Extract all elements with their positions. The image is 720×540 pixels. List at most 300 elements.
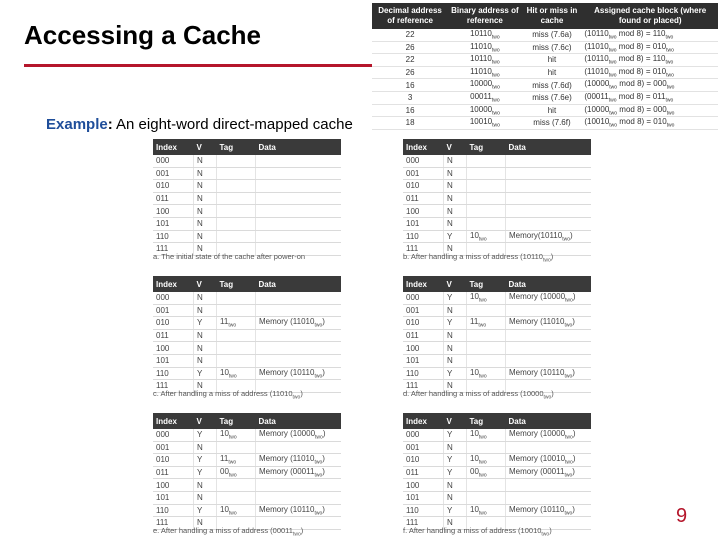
cache-cell — [256, 329, 342, 342]
cache-row — [403, 466, 591, 479]
cache-cell — [217, 342, 256, 355]
cache-cell: N — [444, 342, 467, 355]
cache-cell — [217, 329, 256, 342]
cache-row — [403, 155, 591, 167]
cache-cell — [217, 155, 256, 167]
cache-cell: Y — [444, 454, 467, 467]
cache-cell — [217, 491, 256, 504]
cache-cell — [217, 167, 256, 180]
cache-cell — [217, 192, 256, 205]
cache-cell — [256, 441, 342, 454]
example-text: An eight-word direct-mapped cache — [112, 116, 353, 133]
reference-row — [372, 104, 718, 117]
cache-row — [403, 230, 591, 243]
cache-cell: 111 — [153, 517, 194, 530]
reference-row — [372, 117, 718, 130]
cache-cell: 011 — [403, 466, 444, 479]
cache-cell: N — [194, 292, 217, 304]
cache-cell: 101 — [153, 354, 194, 367]
cache-header-v: V — [444, 413, 467, 429]
cache-cell: N — [194, 491, 217, 504]
cache-cell — [467, 354, 506, 367]
cache-cell: 000 — [403, 155, 444, 167]
reference-cell: ($10010_{two}$ mod $8) = 010_{two}$ — [582, 117, 718, 130]
cache-header-tag: Tag — [217, 139, 256, 155]
cache-header-index: Index — [153, 413, 194, 429]
example-line — [46, 116, 353, 133]
reference-row — [372, 41, 718, 54]
cache-row — [403, 342, 591, 355]
reference-cell: 22 — [372, 29, 448, 41]
cache-row — [153, 504, 341, 517]
cache-row — [153, 429, 341, 441]
cache-cell: Y — [444, 292, 467, 304]
reference-cell: 16 — [372, 104, 448, 117]
reference-cell: hit — [522, 66, 583, 79]
cache-cell: Y — [444, 317, 467, 330]
reference-cell: ($10110_{two}$ mod $8) = 110_{two}$ — [582, 29, 718, 41]
cache-cell — [217, 354, 256, 367]
cache-cell: $10_{two}$ — [467, 292, 506, 304]
cache-cell — [256, 354, 342, 367]
cache-cell: N — [194, 441, 217, 454]
cache-header-index: Index — [153, 139, 194, 155]
cache-cell: Y — [444, 429, 467, 441]
reference-cell: miss (7.6d) — [522, 79, 583, 92]
cache-row — [403, 367, 591, 380]
cache-cell: Memory $(10110_{two})$ — [506, 504, 592, 517]
cache-cell: Y — [444, 367, 467, 380]
cache-header-data: Data — [256, 413, 342, 429]
reference-cell: $10110_{two}$ — [448, 54, 521, 67]
cache-cell: $10_{two}$ — [467, 504, 506, 517]
cache-row — [403, 354, 591, 367]
reference-cell: $11010_{two}$ — [448, 41, 521, 54]
cache-cell: 111 — [153, 380, 194, 393]
cache-cell — [467, 479, 506, 492]
cache-row — [153, 454, 341, 467]
cache-cell: N — [444, 180, 467, 193]
cache-row — [153, 192, 341, 205]
cache-cell — [467, 192, 506, 205]
cache-cell: 100 — [153, 479, 194, 492]
cache-cell: N — [194, 205, 217, 218]
cache-cell: N — [194, 380, 217, 393]
cache-cell — [256, 205, 342, 218]
cache-cell — [506, 205, 592, 218]
cache-header-tag: Tag — [217, 276, 256, 292]
cache-row — [403, 504, 591, 517]
cache-cell: 011 — [153, 192, 194, 205]
title-underline — [24, 64, 384, 67]
cache-cell: N — [194, 167, 217, 180]
cache-cell: 101 — [153, 491, 194, 504]
cache-cell — [256, 292, 342, 304]
cache-row — [153, 230, 341, 243]
cache-cell: 000 — [403, 429, 444, 441]
cache-cell — [256, 479, 342, 492]
address-reference-table — [372, 3, 718, 130]
cache-header-index: Index — [403, 413, 444, 429]
cache-cell: 110 — [403, 230, 444, 243]
cache-cell: 100 — [403, 342, 444, 355]
cache-cell: Memory $(11010_{two})$ — [506, 317, 592, 330]
cache-cell: 110 — [153, 367, 194, 380]
reference-cell: ($10110_{two}$ mod $8) = 110_{two}$ — [582, 54, 718, 67]
cache-cell: Y — [444, 466, 467, 479]
cache-cell — [467, 329, 506, 342]
cache-cell: Y — [194, 466, 217, 479]
cache-row — [153, 354, 341, 367]
reference-cell: $10000_{two}$ — [448, 79, 521, 92]
cache-caption-d: d. After handling a miss of address $(10000_{two})$ — [403, 389, 554, 401]
cache-cell: $10_{two}$ — [467, 367, 506, 380]
cache-cell — [217, 180, 256, 193]
cache-cell — [506, 329, 592, 342]
cache-cell — [217, 230, 256, 243]
cache-header-v: V — [194, 276, 217, 292]
cache-cell: 001 — [403, 167, 444, 180]
cache-cell: Memory $(00011_{two})$ — [256, 466, 342, 479]
cache-caption-a: a. The initial state of the cache after power-on — [153, 252, 306, 261]
cache-header-v: V — [194, 139, 217, 155]
cache-cell: $00_{two}$ — [467, 466, 506, 479]
reference-row — [372, 54, 718, 67]
cache-cell: 101 — [153, 217, 194, 230]
cache-row — [153, 292, 341, 304]
cache-cell: N — [444, 205, 467, 218]
page-number: 9 — [676, 505, 688, 527]
cache-row — [403, 205, 591, 218]
reference-header-1: Binary address of reference — [448, 3, 521, 29]
cache-cell — [217, 292, 256, 304]
cache-table-d — [403, 276, 591, 393]
cache-cell — [256, 230, 342, 243]
example-keyword: Example — [46, 116, 108, 133]
cache-cell: Memory $(10110_{two})$ — [256, 367, 342, 380]
cache-row — [403, 292, 591, 304]
reference-cell: 26 — [372, 41, 448, 54]
cache-cell: 111 — [403, 380, 444, 393]
reference-cell: miss (7.6e) — [522, 91, 583, 104]
cache-cell: N — [194, 354, 217, 367]
cache-table-f — [403, 413, 591, 530]
cache-header-index: Index — [403, 276, 444, 292]
cache-cell: N — [444, 479, 467, 492]
cache-cell — [506, 354, 592, 367]
reference-cell: $00011_{two}$ — [448, 91, 521, 104]
cache-cell: N — [194, 192, 217, 205]
cache-row — [403, 429, 591, 441]
cache-row — [403, 304, 591, 317]
cache-cell: $10_{two}$ — [467, 230, 506, 243]
cache-caption-c: c. After handling a miss of address $(11010_{two})$ — [153, 389, 303, 401]
reference-cell: 16 — [372, 79, 448, 92]
cache-row — [403, 329, 591, 342]
cache-cell: 000 — [153, 155, 194, 167]
reference-cell: $10000_{two}$ — [448, 104, 521, 117]
cache-caption-b: b. After handling a miss of address $(10110_{two})$ — [403, 252, 554, 264]
cache-cell: 101 — [403, 354, 444, 367]
reference-row — [372, 79, 718, 92]
cache-cell: $Memory(10110_{two})$ — [506, 230, 592, 243]
reference-cell: ($11010_{two}$ mod $8) = 010_{two}$ — [582, 41, 718, 54]
cache-row — [403, 441, 591, 454]
cache-cell: N — [444, 304, 467, 317]
cache-row — [153, 479, 341, 492]
cache-cell: 101 — [403, 491, 444, 504]
cache-cell — [217, 304, 256, 317]
cache-cell: N — [444, 192, 467, 205]
cache-cell — [256, 342, 342, 355]
cache-row — [153, 304, 341, 317]
cache-header-v: V — [444, 276, 467, 292]
cache-cell: N — [194, 479, 217, 492]
cache-header-data: Data — [256, 276, 342, 292]
cache-header-index: Index — [403, 139, 444, 155]
cache-header-tag: Tag — [467, 276, 506, 292]
reference-row — [372, 66, 718, 79]
cache-row — [153, 342, 341, 355]
cache-cell: N — [194, 217, 217, 230]
cache-cell: N — [194, 180, 217, 193]
cache-cell: Memory $(10110_{two})$ — [256, 504, 342, 517]
cache-cell: N — [444, 354, 467, 367]
cache-cell — [217, 205, 256, 218]
cache-row — [403, 167, 591, 180]
cache-cell: N — [194, 155, 217, 167]
cache-cell: 110 — [403, 504, 444, 517]
cache-cell: 111 — [403, 243, 444, 256]
cache-cell: 111 — [403, 517, 444, 530]
cache-table-c — [153, 276, 341, 393]
cache-row — [153, 217, 341, 230]
reference-cell: ($10000_{two}$ mod $8) = 000_{two}$ — [582, 79, 718, 92]
cache-cell: 011 — [403, 192, 444, 205]
cache-cell: 011 — [153, 466, 194, 479]
cache-row — [153, 367, 341, 380]
reference-cell: ($11010_{two}$ mod $8) = 010_{two}$ — [582, 66, 718, 79]
cache-cell: Y — [444, 504, 467, 517]
cache-cell: 010 — [403, 180, 444, 193]
example-separator: : — [107, 116, 113, 133]
cache-cell: $10_{two}$ — [217, 429, 256, 441]
cache-cell — [467, 491, 506, 504]
cache-row — [403, 479, 591, 492]
cache-row — [153, 205, 341, 218]
cache-cell: 000 — [403, 292, 444, 304]
cache-cell: N — [194, 342, 217, 355]
cache-cell — [467, 205, 506, 218]
cache-cell: Y — [194, 454, 217, 467]
cache-cell: 011 — [403, 329, 444, 342]
cache-cell — [256, 180, 342, 193]
cache-table-b — [403, 139, 591, 256]
cache-cell — [256, 155, 342, 167]
cache-cell — [256, 167, 342, 180]
cache-cell: N — [444, 491, 467, 504]
cache-caption-e: e. After handling a miss of address $(00011_{two})$ — [153, 526, 304, 538]
reference-cell: ($10000_{two}$ mod $8) = 000_{two}$ — [582, 104, 718, 117]
cache-cell: N — [444, 517, 467, 530]
cache-cell — [506, 180, 592, 193]
cache-cell: Y — [194, 317, 217, 330]
cache-cell: 001 — [153, 441, 194, 454]
cache-header-data: Data — [506, 276, 592, 292]
cache-cell: 000 — [153, 429, 194, 441]
cache-cell: Y — [194, 429, 217, 441]
reference-row — [372, 91, 718, 104]
reference-cell: 26 — [372, 66, 448, 79]
reference-cell: ($00011_{two}$ mod $8) = 011_{two}$ — [582, 91, 718, 104]
cache-cell — [506, 192, 592, 205]
cache-cell — [256, 192, 342, 205]
reference-cell: miss (7.6f) — [522, 117, 583, 130]
cache-cell — [467, 342, 506, 355]
cache-row — [153, 491, 341, 504]
reference-cell: $10110_{two}$ — [448, 29, 521, 41]
reference-cell: $10010_{two}$ — [448, 117, 521, 130]
cache-cell: 011 — [153, 329, 194, 342]
cache-cell: N — [444, 167, 467, 180]
cache-cell — [467, 304, 506, 317]
cache-cell: 100 — [403, 205, 444, 218]
reference-header-0: Decimal address of reference — [372, 3, 448, 29]
cache-cell — [506, 304, 592, 317]
cache-cell — [467, 180, 506, 193]
cache-cell — [256, 491, 342, 504]
reference-cell: hit — [522, 104, 583, 117]
cache-caption-f: f. After handling a miss of address $(10010_{two})$ — [403, 526, 552, 538]
cache-header-data: Data — [256, 139, 342, 155]
cache-cell: 010 — [403, 317, 444, 330]
cache-cell — [217, 441, 256, 454]
reference-cell: $11010_{two}$ — [448, 66, 521, 79]
cache-cell: Memory $(10010_{two})$ — [506, 454, 592, 467]
cache-cell: Y — [444, 230, 467, 243]
reference-cell: miss (7.6a) — [522, 29, 583, 41]
cache-cell: $00_{two}$ — [217, 466, 256, 479]
cache-cell: Y — [194, 367, 217, 380]
cache-row — [153, 317, 341, 330]
cache-cell — [256, 304, 342, 317]
slide-title: Accessing a Cache — [24, 20, 262, 50]
cache-cell — [467, 155, 506, 167]
cache-cell — [256, 217, 342, 230]
reference-cell: miss (7.6c) — [522, 41, 583, 54]
reference-header-3: Assigned cache block (where found or placed) — [582, 3, 718, 29]
cache-row — [153, 180, 341, 193]
cache-cell: Memory $(10000_{two})$ — [256, 429, 342, 441]
cache-cell: 001 — [403, 441, 444, 454]
cache-cell: N — [444, 217, 467, 230]
cache-cell: N — [444, 243, 467, 256]
cache-cell: $10_{two}$ — [467, 429, 506, 441]
cache-cell: N — [444, 155, 467, 167]
cache-cell — [506, 155, 592, 167]
cache-row — [403, 180, 591, 193]
cache-row — [403, 317, 591, 330]
cache-cell: 110 — [153, 504, 194, 517]
cache-cell: $10_{two}$ — [217, 367, 256, 380]
cache-cell — [467, 167, 506, 180]
cache-cell: 001 — [153, 167, 194, 180]
cache-cell: N — [194, 517, 217, 530]
cache-cell: $11_{two}$ — [217, 454, 256, 467]
cache-cell: N — [444, 380, 467, 393]
cache-cell: $10_{two}$ — [467, 454, 506, 467]
cache-row — [403, 192, 591, 205]
cache-row — [403, 217, 591, 230]
cache-cell: 000 — [153, 292, 194, 304]
cache-cell: Memory $(11010_{two})$ — [256, 454, 342, 467]
cache-cell: 100 — [403, 479, 444, 492]
cache-cell — [467, 217, 506, 230]
cache-cell: N — [444, 441, 467, 454]
cache-cell — [506, 217, 592, 230]
cache-cell: N — [194, 243, 217, 256]
cache-cell: Memory $(11010_{two})$ — [256, 317, 342, 330]
cache-cell — [217, 217, 256, 230]
cache-cell: 010 — [153, 317, 194, 330]
cache-cell — [506, 167, 592, 180]
cache-cell: 111 — [153, 243, 194, 256]
cache-cell — [506, 491, 592, 504]
cache-row — [403, 491, 591, 504]
cache-cell: 110 — [153, 230, 194, 243]
cache-header-tag: Tag — [217, 413, 256, 429]
cache-header-v: V — [194, 413, 217, 429]
cache-cell: Memory $(10000_{two})$ — [506, 429, 592, 441]
cache-row — [403, 454, 591, 467]
cache-cell — [467, 441, 506, 454]
cache-cell: N — [444, 329, 467, 342]
cache-cell: $11_{two}$ — [217, 317, 256, 330]
cache-table-e — [153, 413, 341, 530]
cache-cell: 010 — [153, 180, 194, 193]
cache-cell: 100 — [153, 342, 194, 355]
cache-row — [153, 466, 341, 479]
cache-cell: Memory $(10000_{two})$ — [506, 292, 592, 304]
reference-cell: 3 — [372, 91, 448, 104]
cache-table-a — [153, 139, 341, 256]
reference-cell: hit — [522, 54, 583, 67]
cache-cell: $10_{two}$ — [217, 504, 256, 517]
cache-cell: 110 — [403, 367, 444, 380]
cache-row — [153, 167, 341, 180]
cache-cell — [506, 441, 592, 454]
cache-cell: 010 — [403, 454, 444, 467]
cache-header-data: Data — [506, 139, 592, 155]
cache-cell: 001 — [403, 304, 444, 317]
cache-cell: 010 — [153, 454, 194, 467]
cache-row — [153, 329, 341, 342]
cache-header-data: Data — [506, 413, 592, 429]
cache-cell: Memory $(00011_{two})$ — [506, 466, 592, 479]
cache-cell — [506, 479, 592, 492]
cache-cell: N — [194, 329, 217, 342]
reference-cell: 22 — [372, 54, 448, 67]
cache-cell: 001 — [153, 304, 194, 317]
cache-cell — [217, 479, 256, 492]
cache-cell: 100 — [153, 205, 194, 218]
cache-header-tag: Tag — [467, 139, 506, 155]
reference-header-2: Hit or miss in cache — [522, 3, 583, 29]
cache-cell — [506, 342, 592, 355]
cache-cell: 101 — [403, 217, 444, 230]
cache-cell: N — [194, 230, 217, 243]
cache-row — [153, 441, 341, 454]
